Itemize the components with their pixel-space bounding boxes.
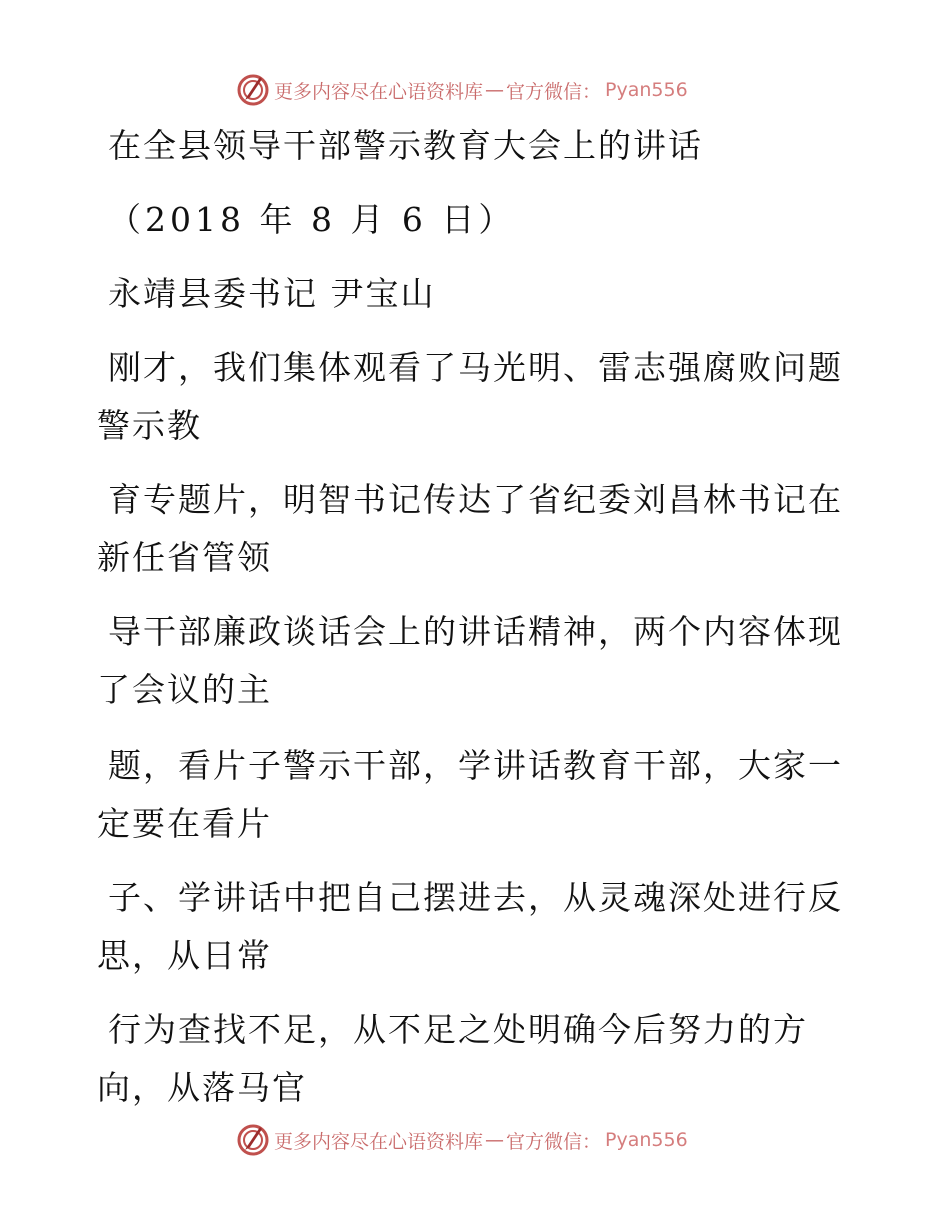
document-author: 永靖县委书记 尹宝山 (108, 274, 436, 313)
watermark-separator: — (485, 79, 505, 101)
pen-logo-icon (236, 1123, 270, 1157)
watermark-wechat-id: Pyan556 (605, 79, 688, 101)
body-line: 向，从落马官 (97, 1068, 307, 1107)
watermark-text: 更多内容尽在心语资料库 (274, 1130, 484, 1153)
body-line: 新任省管领 (97, 538, 272, 577)
body-line: 了会议的主 (97, 670, 272, 709)
body-line: 导干部廉政谈话会上的讲话精神，两个内容体现 (108, 612, 843, 651)
document-title: 在全县领导干部警示教育大会上的讲话 (108, 126, 703, 165)
body-line: 子、学讲话中把自己摆进去，从灵魂深处进行反 (108, 878, 843, 917)
body-line: 育专题片，明智书记传达了省纪委刘昌林书记在 (108, 480, 843, 519)
watermark-wechat-label: 官方微信： (506, 80, 602, 103)
body-line: 警示教 (97, 406, 202, 445)
watermark-footer (236, 1122, 688, 1158)
watermark-header (236, 72, 688, 108)
watermark-wechat-id: Pyan556 (605, 1129, 688, 1151)
body-line: 定要在看片 (97, 804, 272, 843)
body-line: 刚才，我们集体观看了马光明、雷志强腐败问题 (108, 348, 843, 387)
pen-logo-icon (236, 73, 270, 107)
watermark-separator: — (485, 1129, 505, 1151)
body-line: 题，看片子警示干部，学讲话教育干部，大家一 (108, 746, 843, 785)
watermark-text: 更多内容尽在心语资料库 (274, 80, 484, 103)
body-line: 行为查找不足，从不足之处明确今后努力的方 (108, 1010, 808, 1049)
document-date: （2018 年 8 月 6 日） (108, 200, 516, 239)
body-line: 思，从日常 (97, 936, 272, 975)
watermark-wechat-label: 官方微信： (506, 1130, 602, 1153)
